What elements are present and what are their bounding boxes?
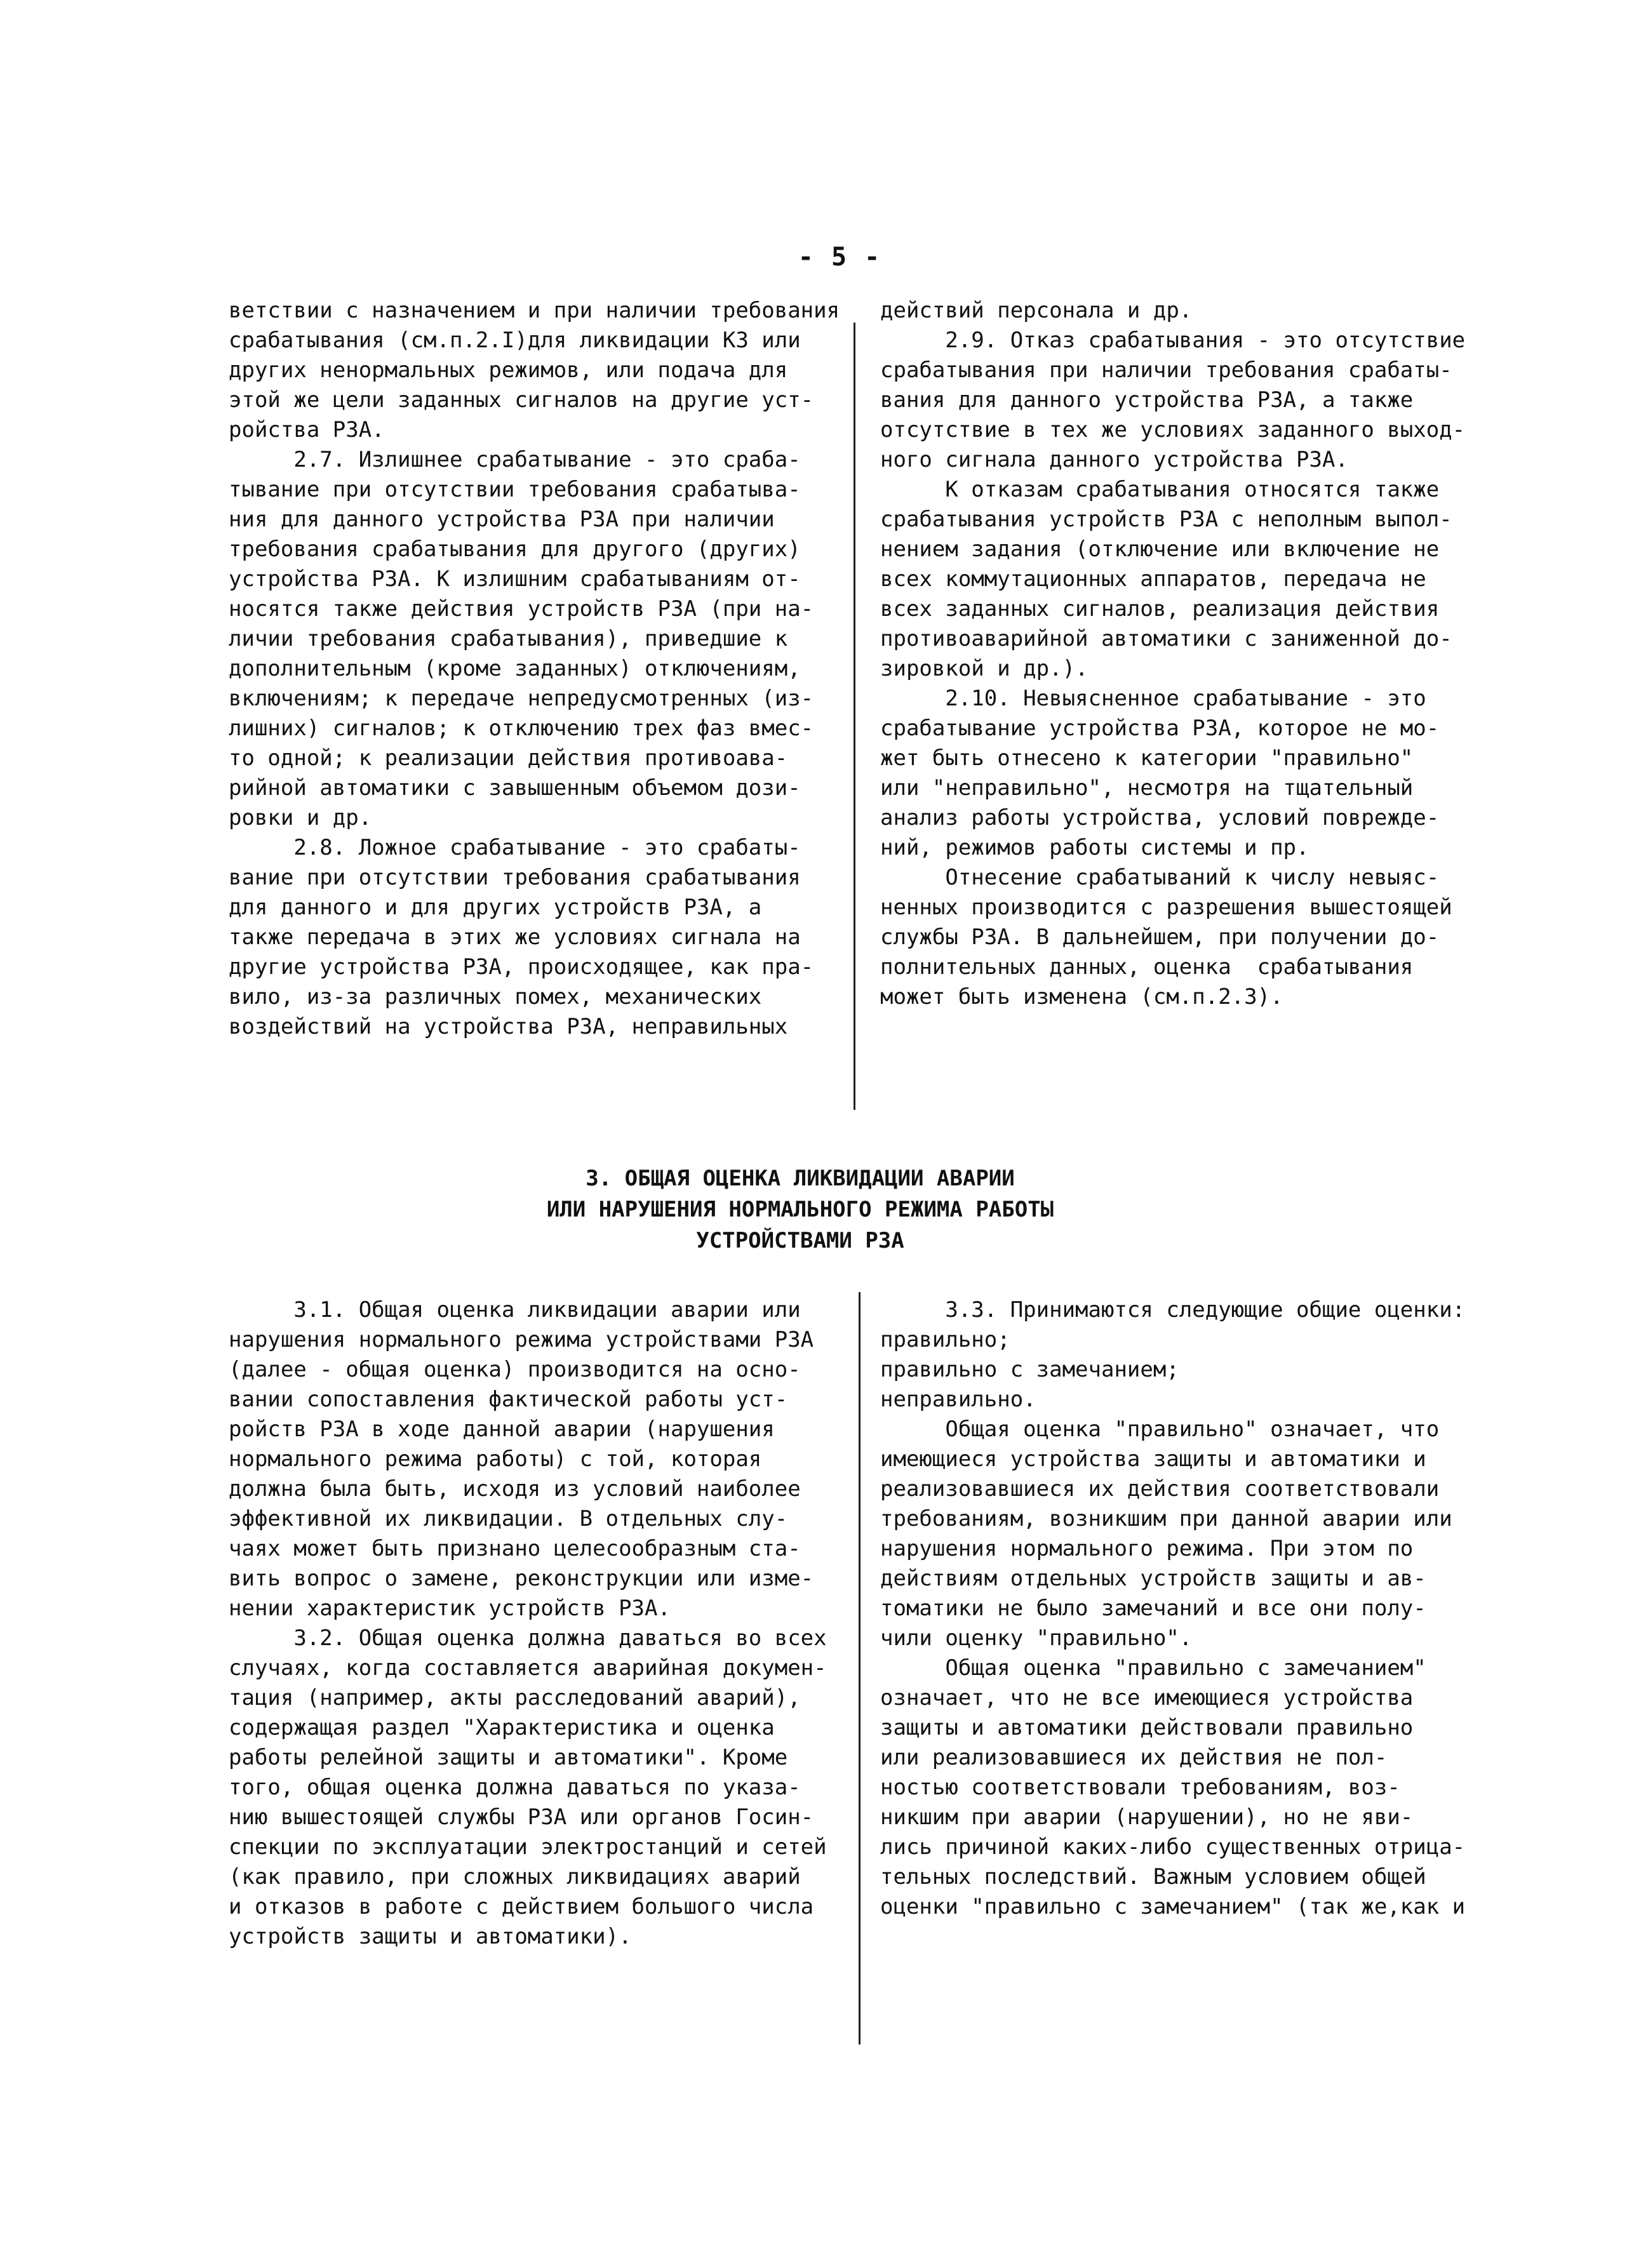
text-line: ИЛИ НАРУШЕНИЯ НОРМАЛЬНОГО РЕЖИМА РАБОТЫ — [546, 1197, 1054, 1222]
text-line: никшим при аварии (нарушении), но не яви- — [880, 1804, 1414, 1830]
section-heading — [381, 1163, 1219, 1257]
text-line: (как правило, при сложных ликвидациях аварий — [229, 1864, 801, 1890]
text-line: всех коммутационных аппаратов, передача не — [880, 566, 1426, 592]
text-line: тывание при отсутствии требования срабатыва- — [229, 477, 801, 502]
text-line: 3.2. Общая оценка должна даваться во всех — [229, 1625, 827, 1651]
text-line: нию вышестоящей службы РЗА или органов Госин- — [229, 1804, 814, 1830]
text-line: и отказов в работе с действием большого числа — [229, 1894, 814, 1919]
text-line: (далее - общая оценка) производится на осно- — [229, 1357, 801, 1382]
text-line: рийной автоматики с завышенным объемом дози- — [229, 775, 801, 801]
text-line: вило, из-за различных помех, механических — [229, 984, 762, 1010]
text-line: эффективной их ликвидации. В отдельных слу- — [229, 1506, 788, 1531]
text-line: 2.9. Отказ срабатывания - это отсутствие — [880, 328, 1466, 353]
text-line: 2.8. Ложное срабатывание - это срабаты- — [229, 835, 801, 860]
text-line: содержащая раздел "Характеристика и оценка — [229, 1715, 775, 1740]
text-line: чили оценку "правильно". — [880, 1625, 1193, 1651]
text-line: того, общая оценка должна даваться по указа- — [229, 1775, 801, 1800]
text-line: означает, что не все имеющиеся устройства — [880, 1685, 1414, 1711]
text-line: или реализовавшиеся их действия не пол- — [880, 1745, 1388, 1770]
text-line: ненных производится с разрешения вышестоящей — [880, 895, 1452, 920]
column-divider-top — [854, 323, 855, 1110]
column-divider-bottom — [859, 1292, 861, 2045]
text-column-bottom-left — [229, 1295, 827, 1952]
text-line: противоаварийной автоматики с заниженной до- — [880, 626, 1452, 651]
text-line: Общая оценка "правильно с замечанием" — [880, 1655, 1426, 1681]
text-line: то одной; к реализации действия противоава- — [229, 745, 788, 771]
text-line: другие устройства РЗА, происходящее, как пра- — [229, 954, 814, 980]
text-line: срабатывания устройств РЗА с неполным выпол- — [880, 507, 1452, 532]
text-column-top-left — [229, 296, 840, 1042]
text-line: нарушения нормального режима. При этом по — [880, 1536, 1414, 1561]
text-line: жет быть отнесено к категории "правильно" — [880, 745, 1414, 771]
text-line: УСТРОЙСТВАМИ РЗА — [696, 1228, 904, 1253]
text-line: включениям; к передаче непредусмотренных (из- — [229, 686, 814, 711]
text-line: также передача в этих же условиях сигнала на — [229, 924, 801, 950]
text-line: ний, режимов работы системы и пр. — [880, 835, 1309, 860]
text-line: 3.3. Принимаются следующие общие оценки: — [880, 1297, 1466, 1323]
text-line: может быть изменена (см.п.2.3). — [880, 984, 1283, 1010]
text-line: случаях, когда составляется аварийная докумен- — [229, 1655, 827, 1681]
text-line: нарушения нормального режима устройствами РЗА — [229, 1327, 814, 1352]
text-line: зировкой и др.). — [880, 656, 1088, 681]
text-line: ностью соответствовали требованиям, воз- — [880, 1775, 1400, 1800]
text-line: или "неправильно", несмотря на тщательный — [880, 775, 1414, 801]
text-line: вании сопоставления фактической работы уст- — [229, 1387, 788, 1412]
page-number: - 5 - — [798, 243, 881, 272]
text-line: чаях может быть признано целесообразным ста- — [229, 1536, 801, 1561]
text-line: срабатывания (см.п.2.I)для ликвидации КЗ или — [229, 328, 801, 353]
text-line: срабатывания при наличии требования срабаты- — [880, 357, 1452, 383]
text-line: тация (например, акты расследований аварий), — [229, 1685, 801, 1711]
text-line: полнительных данных, оценка срабатывания — [880, 954, 1414, 980]
text-line: Общая оценка "правильно" означает, что — [880, 1417, 1440, 1442]
text-line: ного сигнала данного устройства РЗА. — [880, 447, 1348, 472]
text-line: ния для данного устройства РЗА при наличии — [229, 507, 775, 532]
text-line: других ненормальных режимов, или подача для — [229, 357, 788, 383]
text-line: имеющиеся устройства защиты и автоматики и — [880, 1446, 1426, 1472]
text-line: устройства РЗА. К излишним срабатываниям от- — [229, 566, 801, 592]
text-line: 2.7. Излишнее срабатывание - это сраба- — [229, 447, 801, 472]
text-line: работы релейной защиты и автоматики". Кроме — [229, 1745, 788, 1770]
text-line: всех заданных сигналов, реализация действия — [880, 596, 1440, 622]
text-line: нении характеристик устройств РЗА. — [229, 1596, 671, 1621]
text-line: устройств защиты и автоматики). — [229, 1924, 632, 1949]
text-line: отсутствие в тех же условиях заданного выход- — [880, 417, 1466, 443]
text-line: носятся также действия устройств РЗА (при на- — [229, 596, 814, 622]
text-line: ройства РЗА. — [229, 417, 385, 443]
text-line: реализовавшиеся их действия соответствовали — [880, 1476, 1440, 1502]
text-line: защиты и автоматики действовали правильно — [880, 1715, 1414, 1740]
text-line: этой же цели заданных сигналов на другие уст- — [229, 387, 814, 413]
text-line: К отказам срабатывания относятся также — [880, 477, 1440, 502]
text-line: ровки и др. — [229, 805, 372, 830]
text-line: требованиям, возникшим при данной аварии или — [880, 1506, 1452, 1531]
text-line: личии требования срабатывания), приведшие к — [229, 626, 788, 651]
text-line: нормального режима работы) с той, которая — [229, 1446, 762, 1472]
text-line: службы РЗА. В дальнейшем, при получении до- — [880, 924, 1440, 950]
text-line: анализ работы устройства, условий поврежде- — [880, 805, 1440, 830]
text-line: дополнительным (кроме заданных) отключениям, — [229, 656, 801, 681]
text-line: лись причиной каких-либо существенных отрица- — [880, 1834, 1466, 1860]
text-line: должна была быть, исходя из условий наиболее — [229, 1476, 801, 1502]
text-line: воздействий на устройства РЗА, неправильных — [229, 1014, 788, 1039]
text-line: правильно; — [880, 1327, 1010, 1352]
text-line: томатики не было замечаний и все они полу- — [880, 1596, 1426, 1621]
text-line: действиям отдельных устройств защиты и ав- — [880, 1566, 1426, 1591]
text-line: правильно с замечанием; — [880, 1357, 1179, 1382]
text-line: вить вопрос о замене, реконструкции или изме- — [229, 1566, 814, 1591]
text-line: действий персонала и др. — [880, 298, 1193, 323]
text-column-top-right — [880, 296, 1465, 1012]
text-line: срабатывание устройства РЗА, которое не мо- — [880, 716, 1440, 741]
text-line: Отнесение срабатываний к числу невыяс- — [880, 865, 1440, 890]
text-line: нением задания (отключение или включение не — [880, 537, 1440, 562]
text-line: 3. ОБЩАЯ ОЦЕНКА ЛИКВИДАЦИИ АВАРИИ — [586, 1166, 1015, 1191]
text-line: 3.1. Общая оценка ликвидации аварии или — [229, 1297, 801, 1323]
text-line: требования срабатывания для другого (других) — [229, 537, 801, 562]
text-column-bottom-right — [880, 1295, 1465, 1922]
text-line: ройств РЗА в ходе данной аварии (нарушения — [229, 1417, 775, 1442]
text-line: вание при отсутствии требования срабатывания — [229, 865, 801, 890]
text-line: оценки "правильно с замечанием" (так же,как и — [880, 1894, 1466, 1919]
text-line: для данного и для других устройств РЗА, а — [229, 895, 762, 920]
text-line: спекции по эксплуатации электростанций и сетей — [229, 1834, 827, 1860]
text-line: вания для данного устройства РЗА, а также — [880, 387, 1414, 413]
text-line: тельных последствий. Важным условием общей — [880, 1864, 1426, 1890]
text-line: неправильно. — [880, 1387, 1036, 1412]
text-line: ветствии с назначением и при наличии требования — [229, 298, 840, 323]
text-line: 2.10. Невыясненное срабатывание - это — [880, 686, 1426, 711]
text-line: лишних) сигналов; к отключению трех фаз вмес- — [229, 716, 814, 741]
